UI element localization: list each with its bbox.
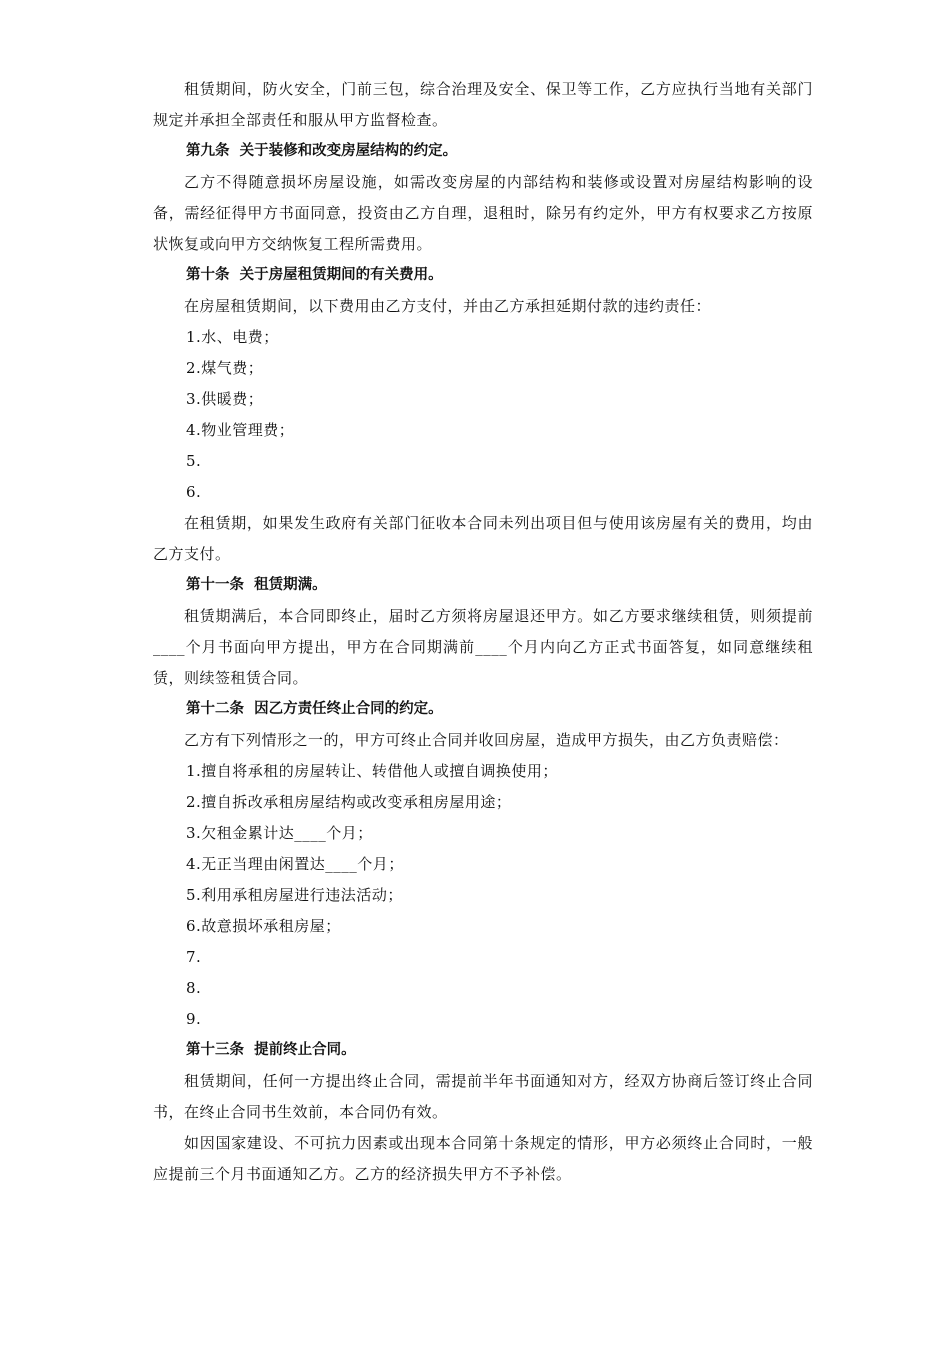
article-heading: 第十三条 提前终止合同。 <box>186 1042 356 1058</box>
paragraph: 租赁期间，防火安全，门前三包，综合治理及安全、保卫等工作，乙方应执行当地有关部门规定并承担全部责任和服从甲方监督检查。 <box>153 80 813 129</box>
paragraph: 如因国家建设、不可抗力因素或出现本合同第十条规定的情形，甲方必须终止合同时，一般应提前三个月书面通知乙方。乙方的经济损失甲方不予补偿。 <box>153 1134 813 1183</box>
paragraph: 乙方有下列情形之一的，甲方可终止合同并收回房屋，造成甲方损失，由乙方负责赔偿： <box>184 731 789 749</box>
paragraph: 在房屋租赁期间，以下费用由乙方支付，并由乙方承担延期付款的违约责任： <box>184 297 712 315</box>
article-heading: 第十条 关于房屋租赁期间的有关费用。 <box>186 267 443 283</box>
list-item: 5. <box>186 452 202 470</box>
list-item: 3.欠租金累计达____个月； <box>186 824 373 842</box>
paragraph: 乙方不得随意损坏房屋设施，如需改变房屋的内部结构和装修或设置对房屋结构影响的设备，需经征得甲方书面同意，投资由乙方自理，退租时，除另有约定外，甲方有权要求乙方按原状恢复或向甲方交纳恢复工程所需费用。 <box>153 173 813 253</box>
list-item: 9. <box>186 1010 202 1028</box>
list-item: 6. <box>186 483 202 501</box>
list-item: 3.供暖费； <box>186 390 264 408</box>
list-item: 4.物业管理费； <box>186 421 295 439</box>
list-item: 5.利用承租房屋进行违法活动； <box>186 886 403 904</box>
list-item: 7. <box>186 948 202 966</box>
document-page <box>153 74 813 1190</box>
article-heading: 第十一条 租赁期满。 <box>186 577 327 593</box>
paragraph: 租赁期间，任何一方提出终止合同，需提前半年书面通知对方，经双方协商后签订终止合同书，在终止合同书生效前，本合同仍有效。 <box>153 1072 813 1121</box>
list-item: 4.无正当理由闲置达____个月； <box>186 855 404 873</box>
list-item: 1.擅自将承租的房屋转让、转借他人或擅自调换使用； <box>186 762 558 780</box>
article-heading: 第十二条 因乙方责任终止合同的约定。 <box>186 701 443 717</box>
article-heading: 第九条 关于装修和改变房屋结构的约定。 <box>186 143 458 159</box>
paragraph: 租赁期满后，本合同即终止，届时乙方须将房屋退还甲方。如乙方要求继续租赁，则须提前____个月书面向甲方提出，甲方在合同期满前____个月内向乙方正式书面答复，如同意继续租赁，则续签租赁合同。 <box>153 607 813 687</box>
list-item: 2.擅自拆改承租房屋结构或改变承租房屋用途； <box>186 793 512 811</box>
list-item: 1.水、电费； <box>186 328 279 346</box>
list-item: 2.煤气费； <box>186 359 264 377</box>
list-item: 6.故意损坏承租房屋； <box>186 917 341 935</box>
list-item: 8. <box>186 979 202 997</box>
paragraph: 在租赁期，如果发生政府有关部门征收本合同未列出项目但与使用该房屋有关的费用，均由乙方支付。 <box>153 514 813 563</box>
